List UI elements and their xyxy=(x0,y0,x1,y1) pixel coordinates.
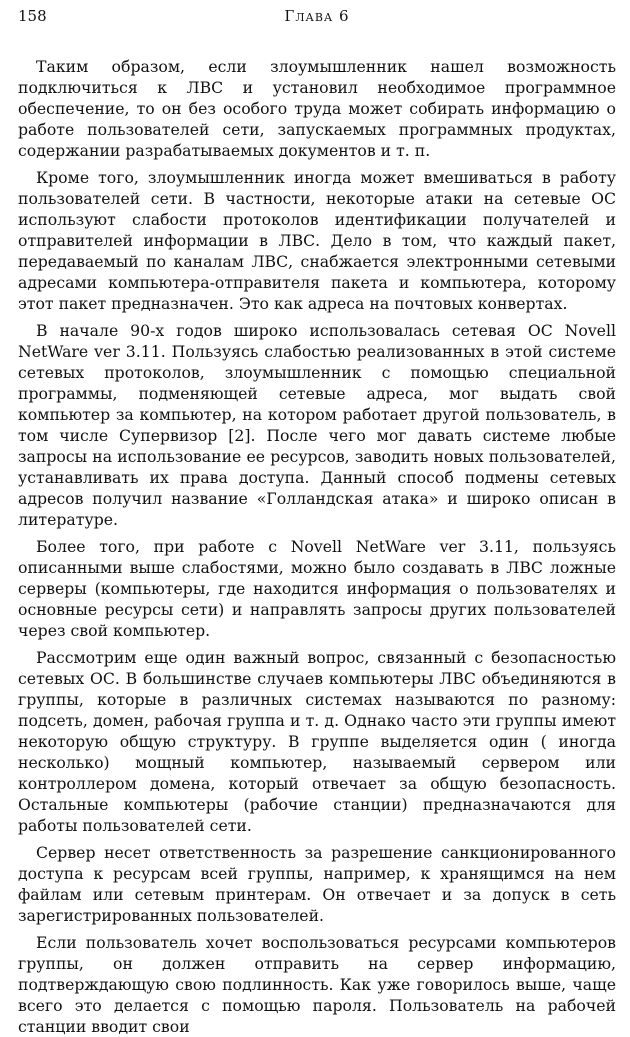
page-number: 158 xyxy=(18,7,47,25)
paragraph-1: Таким образом, если злоумышленник нашел возможность подключиться к ЛВС и установил необходимое программное обеспечение, то он без особого труда может собирать информацию о работе пользователей сети, запускаемых программных продуктах, содержании разрабатываемых документов и т. п. xyxy=(18,57,616,160)
body-text xyxy=(18,56,616,1037)
paragraph-7: Если пользователь хочет воспользоваться ресурсами компьютеров группы, он должен отправить на сервер информацию, подтверждающую свою подлинность. Как уже говорилось выше, чаще всего это делается с помощью пароля. Пользователь на рабочей станции вводит свои xyxy=(18,933,616,1036)
paragraph-3: В начале 90-х годов широко использовалась сетевая ОС Novell NetWare ver 3.11. Пользуясь слабостью реализованных в этой системе сетевых протоколов, злоумышленник с помощью специальной программы, подменяющей сетевые адреса, мог выдать свой компьютер за компьютер, на котором работает другой пользователь, в том числе Супервизор [2]. После чего мог давать системе любые запросы на использование ее ресурсов, заводить новых пользователей, устанавливать их права доступа. Данный способ подмены сетевых адресов получил название «Голландская атака» и широко описан в литературе. xyxy=(18,321,616,529)
paragraph-5: Рассмотрим еще один важный вопрос, связанный с безопасностью сетевых ОС. В большинстве случаев компьютеры ЛВС объединяются в группы, которые в различных системах называются по разному: подсеть, домен, рабочая группа и т. д. Однако часто эти группы имеют некоторую общую структуру. В группе выделяется один ( иногда несколько) мощный компьютер, называемый сервером или контроллером домена, который отвечает за общую безопасность. Остальные компьютеры (рабочие станции) предназначаются для работы пользователей сети. xyxy=(18,648,616,835)
paragraph-6: Сервер несет ответственность за разрешение санкционированного доступа к ресурсам всей группы, например, к хранящимся на нем файлам или сетевым принтерам. Он отвечает и за допуск в сеть зарегистрированных пользователей. xyxy=(18,843,616,925)
paragraph-2: Кроме того, злоумышленник иногда может вмешиваться в работу пользователей сети. В частности, некоторые атаки на сетевые ОС используют слабости протоколов идентификации получателей и отправителей информации в ЛВС. Дело в том, что каждый пакет, передаваемый по каналам ЛВС, снабжается электронными сетевыми адресами компьютера-отправителя пакета и компьютера, которому этот пакет предназначен. Это как адреса на почтовых конвертах. xyxy=(18,168,616,313)
page-header xyxy=(18,4,616,28)
paragraph-4: Более того, при работе с Novell NetWare ver 3.11, пользуясь описанными выше слабостями, можно было создавать в ЛВС ложные серверы (компьютеры, где находится информация о пользователях и основные ресурсы сети) и направлять запросы других пользователей через свой компьютер. xyxy=(18,537,616,640)
chapter-title: Глава 6 xyxy=(284,7,350,25)
